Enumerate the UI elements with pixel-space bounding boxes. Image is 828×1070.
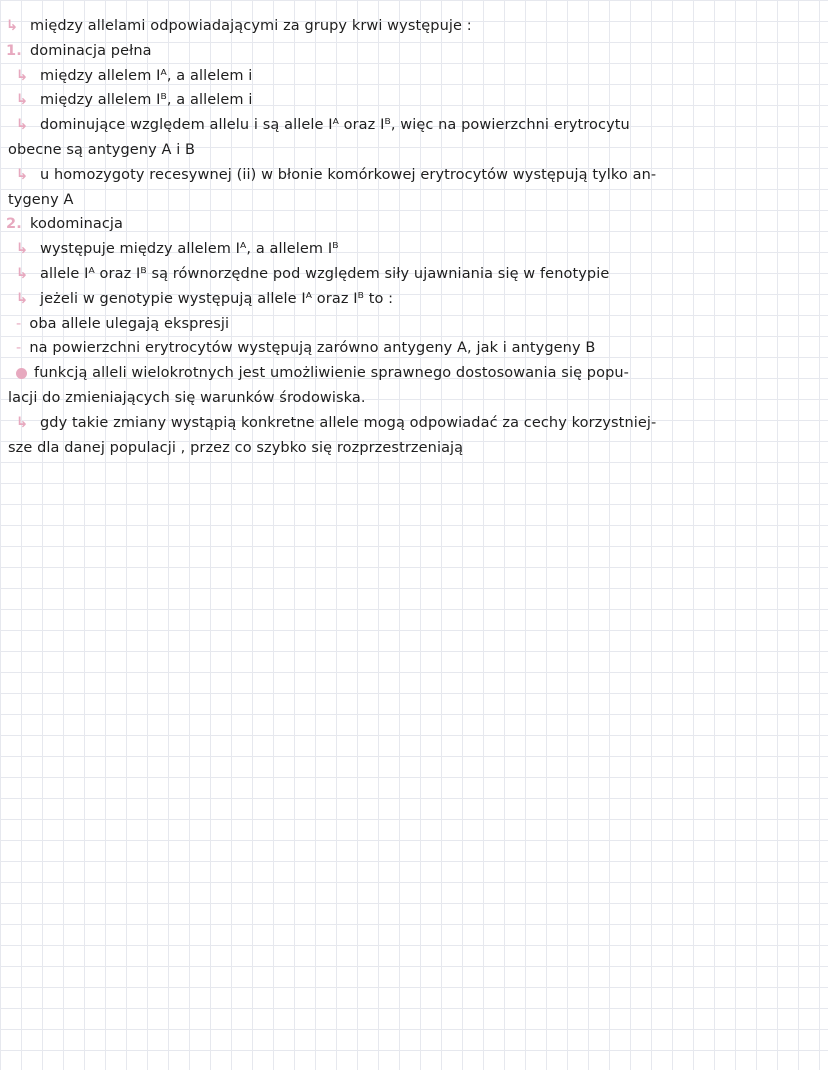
- note-line: [0, 262, 828, 287]
- note-line: [0, 287, 828, 312]
- note-line: [0, 188, 828, 213]
- note-line: [0, 163, 828, 188]
- note-text: dominacja pełna: [30, 42, 152, 59]
- note-text: sze dla danej populacji , przez co szybko się rozprzestrzeniają: [8, 439, 464, 456]
- note-text: gdy takie zmiany wystąpią konkretne allele mogą odpowiadać za cechy korzystniej-: [40, 414, 657, 431]
- note-line: [0, 237, 828, 262]
- note-text: u homozygoty recesywnej (ii) w błonie komórkowej erytrocytów występują tylko an-: [40, 166, 657, 183]
- list-number: 2.: [6, 216, 22, 233]
- note-text: między allelem Iᴮ, a allelem i: [40, 92, 253, 109]
- hooked-arrow-icon: ↳: [6, 18, 19, 34]
- note-text: kodominacja: [30, 216, 124, 233]
- note-line: [0, 436, 828, 461]
- hooked-arrow-icon: ↳: [16, 117, 29, 134]
- note-text: na powierzchni erytrocytów występują zarówno antygeny A, jak i antygeny B: [29, 340, 596, 357]
- list-number: 1.: [6, 42, 22, 59]
- hooked-arrow-icon: ↳: [16, 290, 29, 307]
- note-text: dominujące względem allelu i są allele Iᴬ oraz Iᴮ, więc na powierzchni erytrocytu: [40, 117, 630, 134]
- note-text: oba allele ulegają ekspresji: [29, 315, 230, 332]
- note-line: [0, 361, 828, 386]
- note-line: [0, 113, 828, 138]
- handwritten-notes: [0, 14, 828, 460]
- note-line: [0, 312, 828, 337]
- note-line: [0, 39, 828, 64]
- note-line: [0, 411, 828, 436]
- hooked-arrow-icon: ↳: [16, 414, 29, 431]
- hooked-arrow-icon: ↳: [16, 67, 29, 84]
- note-text: tygeny A: [8, 191, 74, 208]
- note-line: [0, 386, 828, 411]
- note-line: [0, 14, 828, 39]
- dash-bullet: -: [16, 315, 22, 332]
- dash-bullet: -: [16, 340, 22, 357]
- note-line: [0, 336, 828, 361]
- note-text: lacji do zmieniających się warunków środowiska.: [8, 389, 366, 406]
- hooked-arrow-icon: ↳: [16, 241, 29, 258]
- pink-dot-icon: [16, 368, 27, 379]
- hooked-arrow-icon: ↳: [16, 166, 29, 183]
- note-text: jeżeli w genotypie występują allele Iᴬ oraz Iᴮ to :: [40, 290, 394, 307]
- note-line: [0, 64, 828, 89]
- note-line: [0, 138, 828, 163]
- note-text: między allelami odpowiadającymi za grupy krwi występuje :: [30, 18, 472, 34]
- hooked-arrow-icon: ↳: [16, 265, 29, 282]
- note-text: allele Iᴬ oraz Iᴮ są równorzędne pod względem siły ujawniania się w fenotypie: [40, 265, 610, 282]
- hooked-arrow-icon: ↳: [16, 92, 29, 109]
- note-text: występuje między allelem Iᴬ, a allelem Iᴮ: [40, 241, 339, 258]
- note-text: obecne są antygeny A i B: [8, 141, 196, 158]
- note-text: między allelem Iᴬ, a allelem i: [40, 67, 253, 84]
- note-line: [0, 88, 828, 113]
- note-text: funkcją alleli wielokrotnych jest umożliwienie sprawnego dostosowania się popu-: [34, 365, 630, 382]
- note-line: [0, 212, 828, 237]
